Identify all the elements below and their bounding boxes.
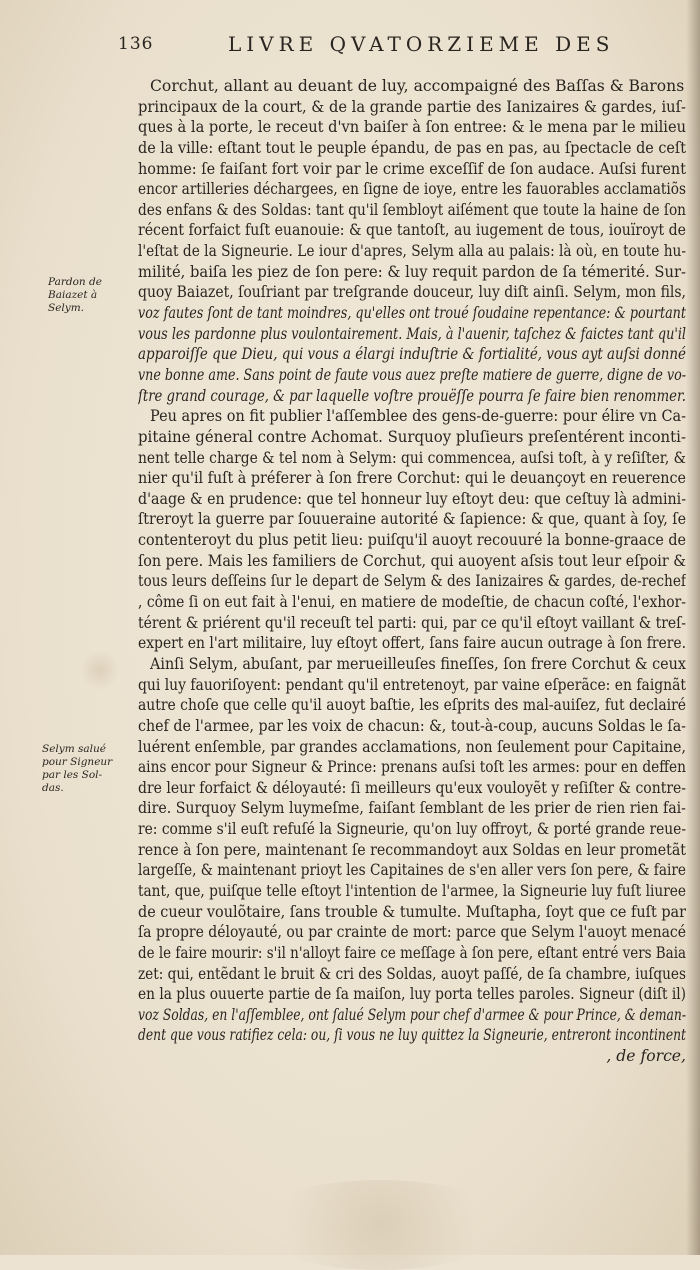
text-line: dre leur forfaict & déloyauté: ſi meilleurs qu'eux vouloyẽt y reſiſter & contre-: [138, 778, 686, 797]
book-gutter-shadow: [686, 0, 700, 1255]
side-note-line: pour Signeur: [42, 756, 113, 768]
text-line: ſtreroyt la guerre par ſouueraine autorité & ſapience: & que, quant à ſoy, ſe: [138, 510, 686, 529]
text-line: de le faire mourir: s'il n'alloyt faire ce meſſage à ſon pere, eſtant entré vers Baia: [138, 943, 686, 962]
text-line: tous leurs deſſeins ſur le depart de Selym & des Ianizaires & gardes, de-rechef: [138, 572, 686, 591]
side-note-line: Selym.: [48, 302, 84, 314]
text-line: apparoiſſe que Dieu, qui vous a élargi induſtrie & fortialité, vous ayt auſsi donné: [138, 345, 686, 364]
text-line: largeſſe, & maintenant prioyt les Capitaines de s'en aller vers ſon pere, & faire: [138, 861, 686, 880]
text-line: chef de l'armee, par les voix de chacun: &, tout-à-coup, aucuns Soldas le ſa-: [138, 716, 686, 735]
text-line: Ainſi Selym, abuſant, par merueilleuſes fineſſes, ſon frere Corchut & ceux: [150, 654, 686, 673]
text-line: expert en l'art militaire, luy eſtoyt offert, ſans faire aucun outrage à ſon frere.: [138, 634, 686, 653]
page-stain: [250, 1180, 510, 1270]
text-line: tant, que, puiſque telle eſtoyt l'intention de l'armee, la Signeurie luy fuſt liuree: [138, 881, 686, 900]
text-line: contenteroyt du plus petit lieu: puiſqu'il auoyt recouuré la bonne-graace de: [138, 531, 686, 550]
running-head: LIVRE QVATORZIEME DES: [228, 32, 615, 56]
page-number: 136: [118, 34, 154, 54]
text-line: dent que vous ratifiez cela: ou, ſi vous ne luy quittez la Signeurie, entreront incontinent: [138, 1026, 686, 1045]
text-line: dire. Surquoy Selym luymeſme, faiſant ſemblant de les prier de rien rien fai-: [138, 799, 686, 818]
text-line: de cueur voulõtaire, ſans trouble & tumulte. Muſtapha, ſoyt que ce fuſt par: [138, 902, 686, 921]
text-line: ques à la porte, le receut d'vn baiſer à ſon entree: & le mena par le milieu: [138, 118, 686, 137]
text-line: quoy Baiazet, ſouſriant par treſgrande douceur, luy diſt ainſi. Selym, mon fils,: [138, 283, 686, 302]
page-header: [118, 30, 678, 60]
text-line: , côme ſi on eut fait à l'enui, en matiere de modeſtie, de chacun coſté, l'exhor-: [138, 593, 686, 612]
text-line: principaux de la court, & de la grande partie des Ianizaires & gardes, iuſ-: [138, 97, 686, 116]
text-line: ſtre grand courage, & par laquelle voſtre prouëſſe pourra ſe faire bien renommer.: [138, 386, 686, 405]
page-stain: [80, 650, 120, 690]
text-line: Peu apres on fit publier l'aſſemblee des gens-de-guerre: pour élire vn Ca-: [150, 407, 686, 426]
side-note-selym: [42, 743, 122, 795]
text-line: des enfans & des Soldas: tant qu'il ſembloyt aiſément que toute la haine de ſon: [138, 200, 686, 219]
text-line: ſon pere. Mais les familiers de Corchut, qui auoyent aſsis tout leur eſpoir &: [138, 551, 686, 570]
side-note-line: Baiazet à: [48, 289, 98, 301]
text-line: re: comme s'il euſt refuſé la Signeurie, qu'on luy offroyt, & porté grande reue-: [138, 820, 686, 839]
text-line: rence à ſon pere, maintenant ſe recommandoyt aux Soldas en leur prometãt: [138, 840, 686, 859]
text-line: nier qu'il fuſt à préferer à ſon frere Corchut: qui le deuançoyt en reuerence: [138, 469, 686, 488]
text-line: d'aage & en prudence: que tel honneur luy eſtoyt deu: que ceſtuy là admini-: [138, 489, 686, 508]
text-line: nent telle charge & tel nom à Selym: qui commencea, auſsi toſt, à y reſiſter, &: [138, 448, 686, 467]
text-line: vne bonne ame. Sans point de faute vous auez preſte matiere de guerre, digne de vo-: [138, 365, 686, 384]
text-line: ains encor pour Signeur & Prince: prenans auſsi toſt les armes: pour en deffen: [138, 758, 686, 777]
text-line: encor artilleries déchargees, en ſigne de ioye, entre les fauorables acclamatiõs: [138, 180, 686, 199]
text-line: pitaine géneral contre Achomat. Surquoy pluſieurs preſentérent inconti-: [138, 427, 686, 446]
body-text: [138, 76, 686, 1067]
text-line: luérent enſemble, par grandes acclamations, non ſeulement pour Capitaine,: [138, 737, 686, 756]
text-line: zet: qui, entẽdant le bruit & cri des Soldas, auoyt paſſé, de ſa chambre, iuſques: [138, 964, 686, 983]
text-line: milité, baiſa les piez de ſon pere: & luy requit pardon de ſa témerité. Sur-: [138, 262, 686, 281]
text-line: vous les pardonne plus voulontairement. Mais, à l'auenir, taſchez & faictes tant qu'il: [138, 324, 686, 343]
side-note-line: par les Sol-: [42, 769, 103, 781]
side-note-line: Pardon de: [48, 276, 102, 288]
side-note-line: Selym salué: [42, 743, 106, 755]
text-line: voz Soldas, en l'aſſemblee, ont ſalué Selym pour chef d'armee & pour Prince, & deman-: [138, 1005, 686, 1024]
text-line: autre choſe que celle qu'il auoyt baſtie, les eſprits des mal-auiſez, fut declairé: [138, 696, 686, 715]
text-line: qui luy fauoriſoyent: pendant qu'il entretenoyt, par vaine eſperãce: en faignãt: [138, 675, 686, 694]
text-line: , de force,: [606, 1047, 686, 1066]
text-line: ſa propre déloyauté, ou par crainte de mort: parce que Selym l'auoyt menacé: [138, 923, 686, 942]
text-line: voz fautes ſont de tant moindres, qu'elles ont troué ſoudaine repentance: & pourtant: [138, 304, 686, 323]
text-line: térent & priérent qu'il receuſt tel parti: qui, par ce qu'il eſtoyt vaillant & treſ-: [138, 613, 686, 632]
text-line: homme: ſe faiſant fort voir par le crime exceſſif de ſon audace. Auſsi furent: [138, 159, 686, 178]
side-note-line: das.: [42, 782, 64, 794]
text-line: en la plus ouuerte partie de ſa maiſon, luy porta telles paroles. Signeur (diſt il): [138, 985, 686, 1004]
side-note-pardon: [48, 276, 128, 315]
text-line: Corchut, allant au deuant de luy, accompaigné des Baſſas & Barons: [150, 77, 685, 95]
text-line: récent forfaict fuſt euanouie: & que tantoſt, au iugement de tous, iouïroyt de: [138, 221, 686, 240]
text-line: l'eſtat de la Signeurie. Le iour d'apres, Selym alla au palais: là où, en toute hu-: [138, 242, 686, 261]
text-line: de la ville: eſtant tout le peuple épandu, de pas en pas, au ſpectacle de ceſt: [138, 138, 686, 157]
